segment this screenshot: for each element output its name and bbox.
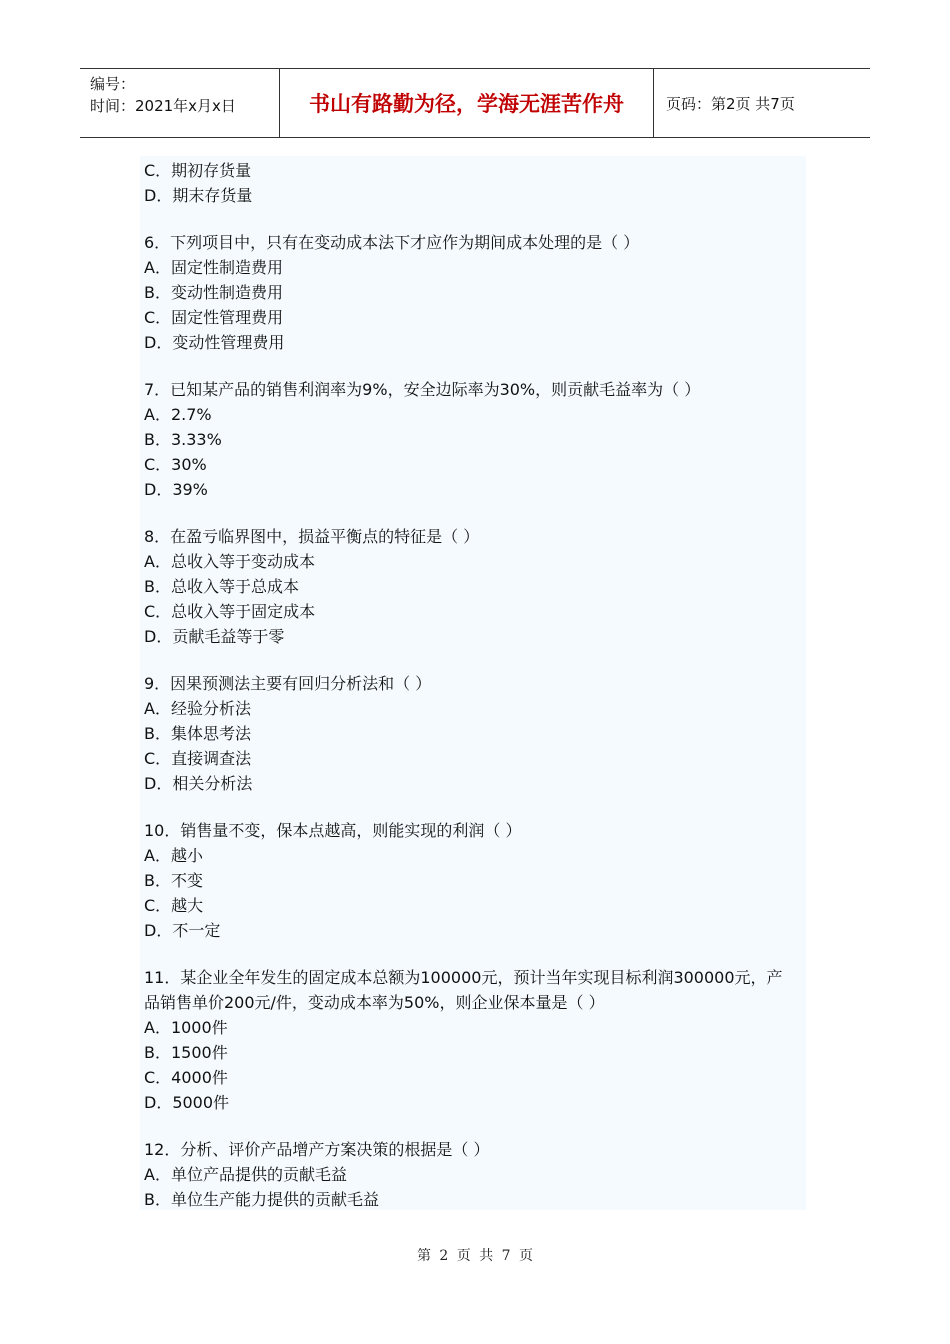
option: A．1000件 (144, 1018, 228, 1037)
option: B．3.33% (144, 430, 222, 449)
option: D．变动性管理费用 (144, 333, 285, 352)
option: D．不一定 (144, 921, 221, 940)
question-6 (144, 230, 806, 355)
question-8 (144, 524, 806, 649)
question-text: 6．下列项目中，只有在变动成本法下才应作为期间成本处理的是（ ） (144, 233, 640, 252)
question-text: 11．某企业全年发生的固定成本总额为100000元，预计当年实现目标利润300000元，产品销售单价200元/件，变动成本率为50%，则企业保本量是（ ） (144, 968, 783, 1012)
option: B．集体思考法 (144, 724, 251, 743)
question-10 (144, 818, 806, 943)
option: D．期末存货量 (144, 186, 253, 205)
option: C．直接调查法 (144, 749, 252, 768)
header-meta (80, 69, 280, 137)
document-number-label: 编号： (90, 75, 136, 93)
option: B．1500件 (144, 1043, 228, 1062)
question-text: 9．因果预测法主要有回归分析法和（ ） (144, 674, 432, 693)
header-page-info: 页码：第2页 共7页 (666, 94, 795, 113)
option: C．固定性管理费用 (144, 308, 284, 327)
question-12 (144, 1137, 806, 1210)
option: A．固定性制造费用 (144, 258, 283, 277)
page-header (80, 68, 870, 138)
option: A．经验分析法 (144, 699, 251, 718)
question-text: 7．已知某产品的销售利润率为9%，安全边际率为30%，则贡献毛益率为（ ） (144, 380, 701, 399)
option: A．单位产品提供的贡献毛益 (144, 1165, 347, 1184)
page-footer: 第 2 页 共 7 页 (416, 1248, 534, 1264)
question-text: 8．在盈亏临界图中，损益平衡点的特征是（ ） (144, 527, 480, 546)
option: D．5000件 (144, 1093, 230, 1112)
option: B．变动性制造费用 (144, 283, 283, 302)
question-11 (144, 965, 806, 1115)
option: A．越小 (144, 846, 203, 865)
option: C．30% (144, 455, 207, 474)
option: D．相关分析法 (144, 774, 253, 793)
option: A．总收入等于变动成本 (144, 552, 315, 571)
option: D．贡献毛益等于零 (144, 627, 285, 646)
question-text: 10．销售量不变，保本点越高，则能实现的利润（ ） (144, 821, 522, 840)
option: C．期初存货量 (144, 161, 252, 180)
option: B．不变 (144, 871, 203, 890)
option: C．4000件 (144, 1068, 228, 1087)
question-9 (144, 671, 806, 796)
question-text: 12．分析、评价产品增产方案决策的根据是（ ） (144, 1140, 490, 1159)
option: A．2.7% (144, 405, 212, 424)
document-time-label: 时间：2021年x月x日 (90, 97, 236, 115)
option: C．总收入等于固定成本 (144, 602, 316, 621)
question-content (140, 156, 806, 1210)
option: B．总收入等于总成本 (144, 577, 299, 596)
option: B．单位生产能力提供的贡献毛益 (144, 1190, 379, 1209)
header-motto: 书山有路勤为径，学海无涯苦作舟 (280, 69, 654, 137)
option: C．越大 (144, 896, 204, 915)
question-5-carryover (144, 158, 806, 208)
option: D．39% (144, 480, 208, 499)
question-7 (144, 377, 806, 502)
